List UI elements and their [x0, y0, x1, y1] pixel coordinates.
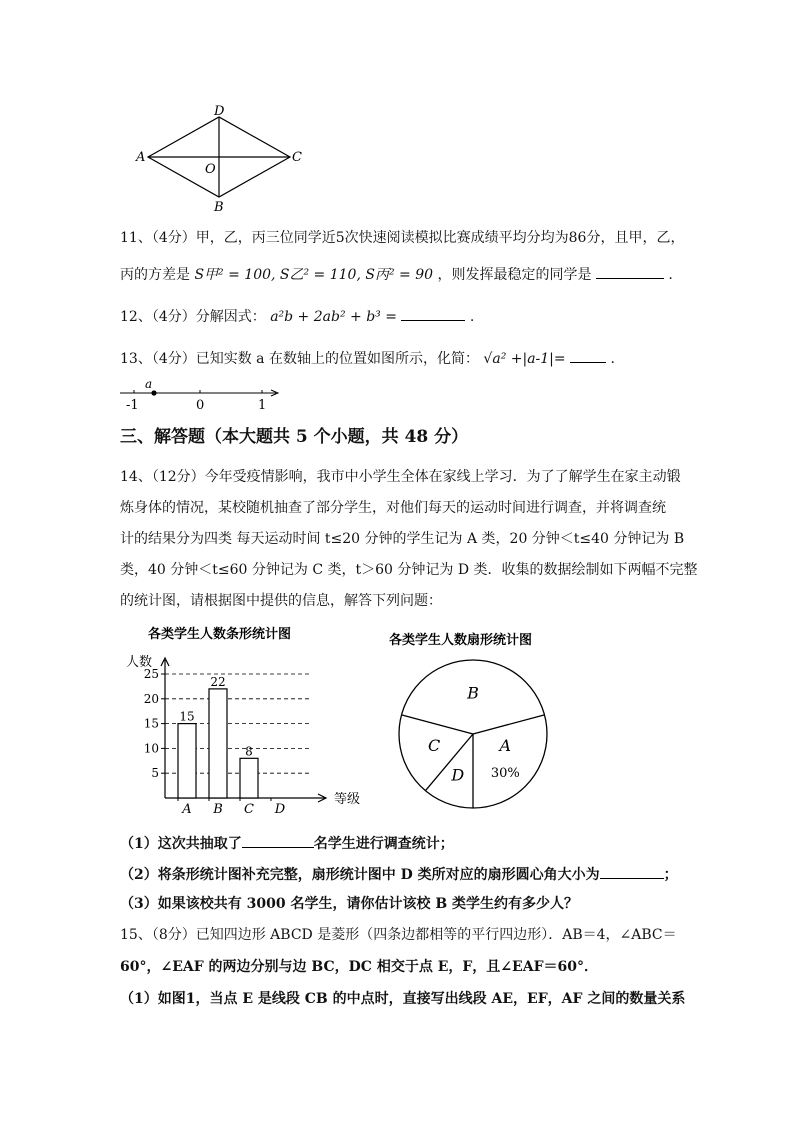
q12-line — [120, 306, 474, 326]
q14-sub1 — [120, 833, 454, 853]
bar-c — [240, 758, 258, 798]
label-o: O — [205, 162, 216, 177]
bar-b — [209, 689, 227, 798]
bar-chart — [112, 622, 372, 818]
bar-y-tick-label: 10 — [143, 741, 159, 756]
q14-sub3: （3）如果该校共有 3000 名学生，请你估计该校 B 类学生约有多少人？ — [120, 896, 579, 912]
number-line-figure — [116, 378, 286, 414]
pie-slice-label-b: B — [467, 683, 479, 703]
pie-chart — [385, 624, 557, 812]
q11-end: . — [668, 267, 673, 283]
label-b: B — [214, 200, 224, 215]
pie-slice-percent-a: 30% — [490, 765, 520, 781]
q14-line2: 炼身体的情况，某校随机抽查了部分学生，对他们每天的运动时间进行调查，并将调查统 — [120, 500, 666, 516]
q14-sub2-blank[interactable] — [600, 864, 664, 879]
q11-line2 — [120, 264, 673, 284]
tick-label-minus1: -1 — [126, 398, 139, 413]
q11-post: ，则发挥最稳定的同学是 — [437, 267, 592, 283]
label-d: D — [214, 104, 225, 119]
rhombus-figure — [130, 100, 310, 216]
label-a: A — [136, 150, 146, 165]
bar-category-label-c: C — [244, 802, 254, 817]
q12-answer-blank[interactable] — [401, 306, 465, 321]
tick-label-0: 0 — [196, 398, 205, 413]
q14-sub1-post: 名学生进行调查统计； — [313, 836, 454, 852]
bar-chart-xlabel: 等级 — [334, 792, 361, 807]
q11-formula: S甲² = 100, S乙² = 110, S丙² = 90 — [194, 267, 434, 283]
bar-data-label-b: 22 — [210, 674, 226, 689]
q15-line2: 60°，∠EAF 的两边分别与边 BC，DC 相交于点 E，F，且∠EAF＝60°． — [120, 959, 598, 975]
q12-pre: 12、（4分）分解因式： — [120, 309, 266, 325]
q14-sub2-pre: （2）将条形统计图补充完整，扇形统计图中 D 类所对应的扇形圆心角大小为 — [120, 867, 600, 883]
bar-chart-title: 各类学生人数条形统计图 — [148, 627, 292, 642]
q13-line — [120, 348, 615, 368]
q12-formula: a²b + 2ab² + b³ = — [270, 309, 397, 325]
q14-line4: 类，40 分钟＜t≤60 分钟记为 C 类，t＞60 分钟记为 D 类．收集的数据绘制如下两幅不完整 — [120, 562, 698, 578]
bar-y-tick-label: 20 — [143, 691, 159, 706]
q14-sub2 — [120, 864, 678, 884]
label-c: C — [292, 150, 302, 165]
q15-line1: 15、（8分）已知四边形 ABCD 是菱形（四条边都相等的平行四边形）．AB＝4，∠ABC＝ — [120, 927, 677, 943]
q13-formula: √a² +|a-1|= — [483, 351, 566, 367]
q11-line1: 11、（4分）甲，乙，丙三位同学近5次快速阅读模拟比赛成绩平均分均为86分，且甲，乙， — [120, 230, 685, 246]
pie-slice-label-d: D — [451, 765, 465, 785]
q13-end: . — [610, 351, 615, 367]
bar-y-tick-label: 25 — [143, 667, 159, 681]
bar-category-label-b: B — [213, 802, 223, 817]
pie-chart-title: 各类学生人数扇形统计图 — [389, 633, 533, 648]
q13-pre: 13、（4分）已知实数 a 在数轴上的位置如图所示，化简： — [120, 351, 479, 367]
bar-data-label-c: 8 — [245, 744, 253, 759]
bar-category-label-a: A — [182, 802, 192, 817]
q15-line3: （1）如图1，当点 E 是线段 CB 的中点时，直接写出线段 AE，EF，AF 之间的数量关系 — [120, 991, 686, 1007]
q14-sub1-blank[interactable] — [242, 833, 314, 848]
q14-line3: 计的结果分为四类 每天运动时间 t≤20 分钟的学生记为 A 类，20 分钟＜t≤40 分钟记为 B — [120, 531, 685, 547]
bar-y-tick-label: 5 — [151, 766, 159, 781]
bar-y-tick-label: 15 — [143, 716, 159, 731]
q11-pre: 丙的方差是 — [120, 267, 190, 283]
bar-chart-ylabel: 人数 — [126, 655, 153, 670]
bar-data-label-a: 15 — [179, 709, 195, 724]
bar-a — [178, 724, 196, 798]
tick-label-1: 1 — [258, 398, 267, 413]
q14-line1: 14、（12分）今年受疫情影响，我市中小学生全体在家线上学习．为了了解学生在家主动锻 — [120, 469, 681, 485]
bar-category-label-d: D — [274, 802, 286, 817]
q12-end: . — [469, 309, 475, 325]
q13-answer-blank[interactable] — [570, 348, 606, 363]
q14-sub1-pre: （1）这次共抽取了 — [120, 836, 242, 852]
q11-answer-blank[interactable] — [596, 264, 664, 279]
pie-slice-label-a: A — [499, 735, 512, 755]
pie-slice-label-c: C — [428, 736, 441, 756]
q14-line5: 的统计图，请根据图中提供的信息，解答下列问题： — [120, 593, 442, 609]
section3-title: 三、解答题（本大题共 5 个小题，共 48 分） — [120, 427, 469, 447]
q14-sub2-post: ； — [663, 867, 678, 883]
point-a-label: a — [145, 378, 153, 391]
point-a — [151, 390, 156, 395]
